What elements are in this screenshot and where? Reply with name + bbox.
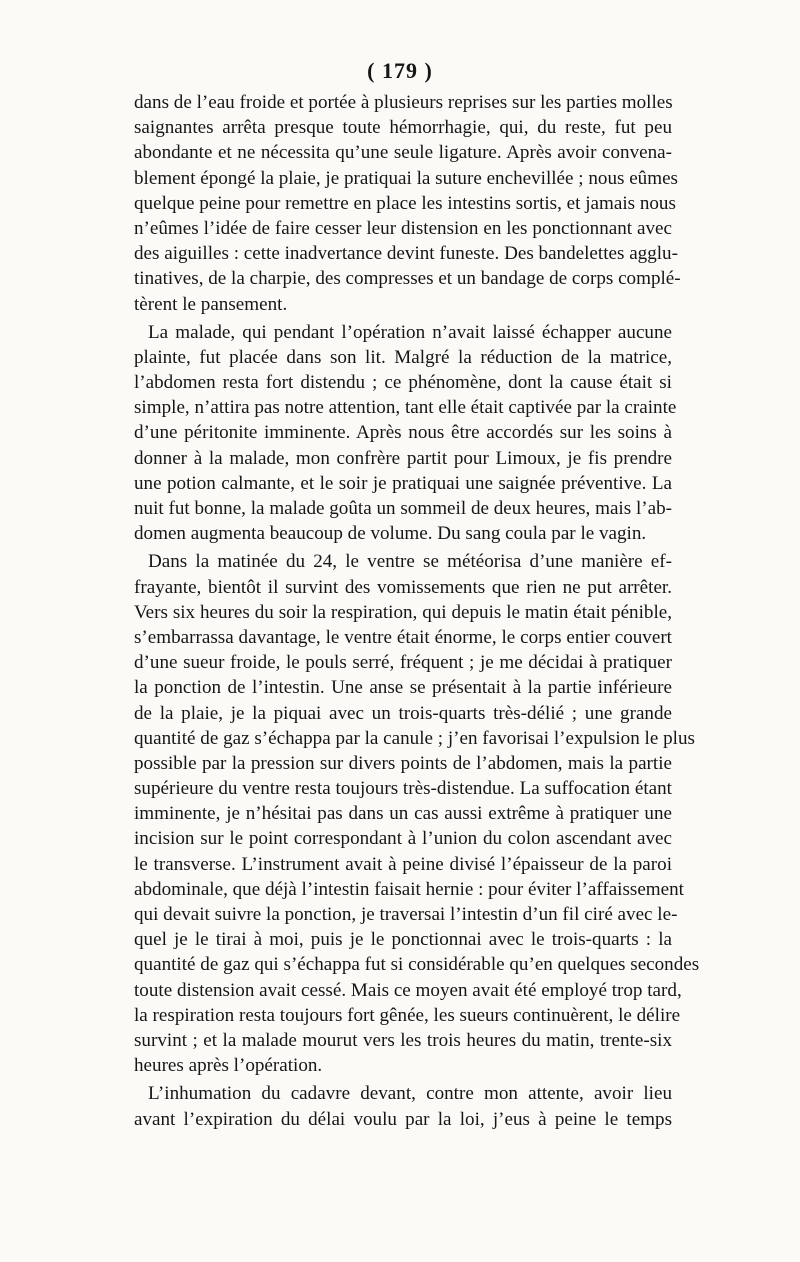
text-line: plainte, fut placée dans son lit. Malgré la réduction de la matrice, <box>134 346 672 368</box>
body-text <box>134 90 700 1132</box>
text-line: quantité de gaz s’échappa par la canule ; j’en favorisai l’expulsion le plus <box>134 727 695 749</box>
text-line: des aiguilles : cette inadvertance devint funeste. Des bandelettes agglu- <box>134 243 678 265</box>
text-line: simple, n’attira pas notre attention, tant elle était captivée par la crainte <box>134 397 677 419</box>
text-line: le transverse. L’instrument avait à peine divisé l’épaisseur de la paroi <box>134 853 672 875</box>
text-line: tèrent le pansement. <box>134 293 288 315</box>
text-line: abdominale, que déjà l’intestin faisait hernie : pour éviter l’affaissement <box>134 878 684 900</box>
paragraph <box>134 549 700 1078</box>
text-line: une potion calmante, et le soir je pratiquai une saignée préventive. La <box>134 472 672 494</box>
text-line: supérieure du ventre resta toujours très-distendue. La suffocation étant <box>134 778 672 800</box>
paragraph <box>134 90 681 317</box>
text-line: d’une sueur froide, le pouls serré, fréquent ; je me décidai à pratiquer <box>134 652 672 674</box>
text-line: s’embarrassa davantage, le ventre était énorme, le corps entier couvert <box>134 626 672 648</box>
text-line: possible par la pression sur divers points de l’abdomen, mais la partie <box>134 752 672 774</box>
text-line: tinatives, de la charpie, des compresses et un bandage de corps complé- <box>134 268 681 290</box>
text-line: La malade, qui pendant l’opération n’avait laissé échapper aucune <box>148 321 672 343</box>
text-line: qui devait suivre la ponction, je traversai l’intestin d’un fil ciré avec le- <box>134 904 678 925</box>
text-line: l’abdomen resta fort distendu ; ce phénomène, dont la cause était si <box>134 372 672 394</box>
text-line: avant l’expiration du délai voulu par la loi, j’eus à peine le temps <box>134 1108 672 1130</box>
paragraph <box>134 1081 672 1131</box>
text-line: la ponction de l’intestin. Une anse se présentait à la partie inférieure <box>134 677 672 699</box>
text-line: donner à la malade, mon confrère partit pour Limoux, je fis prendre <box>134 447 672 469</box>
paragraph <box>134 320 677 547</box>
text-line: frayante, bientôt il survint des vomissements que rien ne put arrêter. <box>134 576 672 598</box>
text-line: L’inhumation du cadavre devant, contre mon attente, avoir lieu <box>148 1083 672 1105</box>
text-line: survint ; et la malade mourut vers les trois heures du matin, trente-six <box>134 1029 672 1051</box>
text-line: imminente, je n’hésitai pas dans un cas aussi extrême à pratiquer une <box>134 803 672 825</box>
text-line: quantité de gaz qui s’échappa fut si considérable qu’en quelques secondes <box>134 954 700 976</box>
text-line: n’eûmes l’idée de faire cesser leur distension en les ponctionnant avec <box>134 217 672 239</box>
text-line: la respiration resta toujours fort gênée, les sueurs continuèrent, le délire <box>134 1004 681 1026</box>
text-line: Vers six heures du soir la respiration, qui depuis le matin était pénible, <box>134 601 672 623</box>
text-line: toute distension avait cessé. Mais ce moyen avait été employé trop tard, <box>134 979 682 1001</box>
text-line: quel je le tirai à moi, puis je le ponctionnai avec le trois-quarts : la <box>134 929 672 951</box>
text-line: nuit fut bonne, la malade goûta un sommeil de deux heures, mais l’ab- <box>134 498 672 519</box>
text-line: d’une péritonite imminente. Après nous être accordés sur les soins à <box>134 422 672 444</box>
text-line: Dans la matinée du 24, le ventre se météorisa d’une manière ef- <box>148 551 672 573</box>
text-line: abondante et ne nécessita qu’une seule ligature. Après avoir convena- <box>134 142 672 164</box>
text-line: dans de l’eau froide et portée à plusieurs reprises sur les parties molles <box>134 92 673 113</box>
text-line: de la plaie, je la piquai avec un trois-quarts très-délié ; une grande <box>134 702 672 724</box>
page-number: ( 179 ) <box>367 58 433 83</box>
text-line: incision sur le point correspondant à l’union du colon ascendant avec <box>134 828 672 850</box>
text-line: saignantes arrêta presque toute hémorrhagie, qui, du reste, fut peu <box>134 117 672 139</box>
text-line: heures après l’opération. <box>134 1055 323 1077</box>
text-line: blement épongé la plaie, je pratiquai la suture enchevillée ; nous eûmes <box>134 167 678 189</box>
text-line: quelque peine pour remettre en place les intestins sortis, et jamais nous <box>134 192 676 214</box>
text-line: domen augmenta beaucoup de volume. Du sang coula par le vagin. <box>134 523 647 545</box>
